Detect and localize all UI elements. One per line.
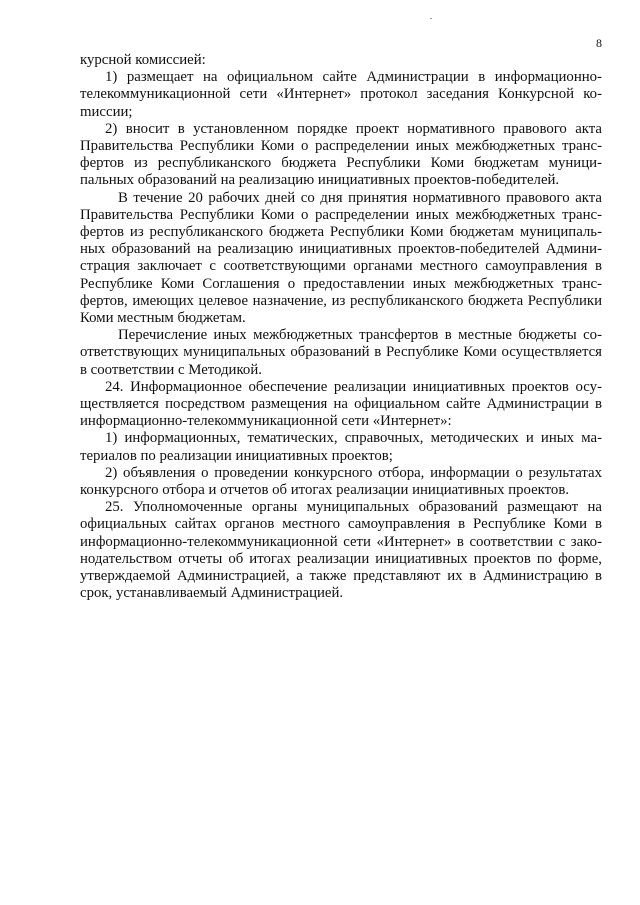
paragraph-transfers: Перечисление иных межбюджетных трансфертов в местные бюджеты соответствующих муниципальных образований в Республике Коми осуществляется в соответствии с Методикой.	[80, 327, 602, 378]
paragraph-section-24: 24. Информационное обеспечение реализации инициативных проектов осуществляется посредством размещения на официальном сайте Администрации в информационно-телекоммуникационной сети «Интернет»:	[80, 378, 602, 430]
paragraph-continuation: курсной комиссией:	[80, 52, 206, 68]
paragraph-item-1-publish-protocol: 1) размещает на официальном сайте Администрации в информационно-телекоммуникационной сети «Интернет» протокол заседания Конкурсной коmиссии;	[80, 69, 602, 120]
scan-speck	[430, 18, 432, 19]
paragraph-section-24-item-1: 1) информационных, тематических, справочных, методических и иных материалов по реализации инициативных проектов;	[80, 430, 602, 464]
paragraph-section-24-item-2: 2) объявления о проведении конкурсного отбора, информации о результатах конкурсного отбора и отчетов об итогах реализации инициативных проектов.	[80, 464, 602, 499]
paragraph-agreements: В течение 20 рабочих дней со дня принятия нормативного правового акта Правительства Республики Коми о распределении иных межбюджетных трансфертов из республиканского бюджета Республики Коми бюджетам муниципальных образований на реализацию инициативных проектов-победителей Администрация заключает с соответствующими органами местного самоуправления в Республике Коми Соглашения о предоставлении иных межбюджетных трансфертов, имеющих целевое назначение, из республиканского бюджета Республики Коми местным бюджетам.	[80, 189, 602, 327]
paragraph-item-2-submit-draft-act: 2) вносит в установленном порядке проект нормативного правового акта Правительства Республики Коми о распределении иных межбюджетных трансфертов из республиканского бюджета Республики Коми бюджетам муниципальных образований на реализацию инициативных проектов-победителей.	[80, 120, 602, 189]
page-number: 8	[596, 36, 602, 50]
document-body	[80, 52, 602, 603]
paragraph-section-25: 25. Уполномоченные органы муниципальных образований размещают на официальных сайтах органов местного самоуправления в Республике Коми в информационно-телекоммуникационной сети «Интернет» в соответствии с законодательством отчеты об итогах реализации инициативных проектов по форме, утверждаемой Администрацией, а также представляют их в Администрацию в срок, устанавливаемый Администрацией.	[80, 499, 602, 602]
